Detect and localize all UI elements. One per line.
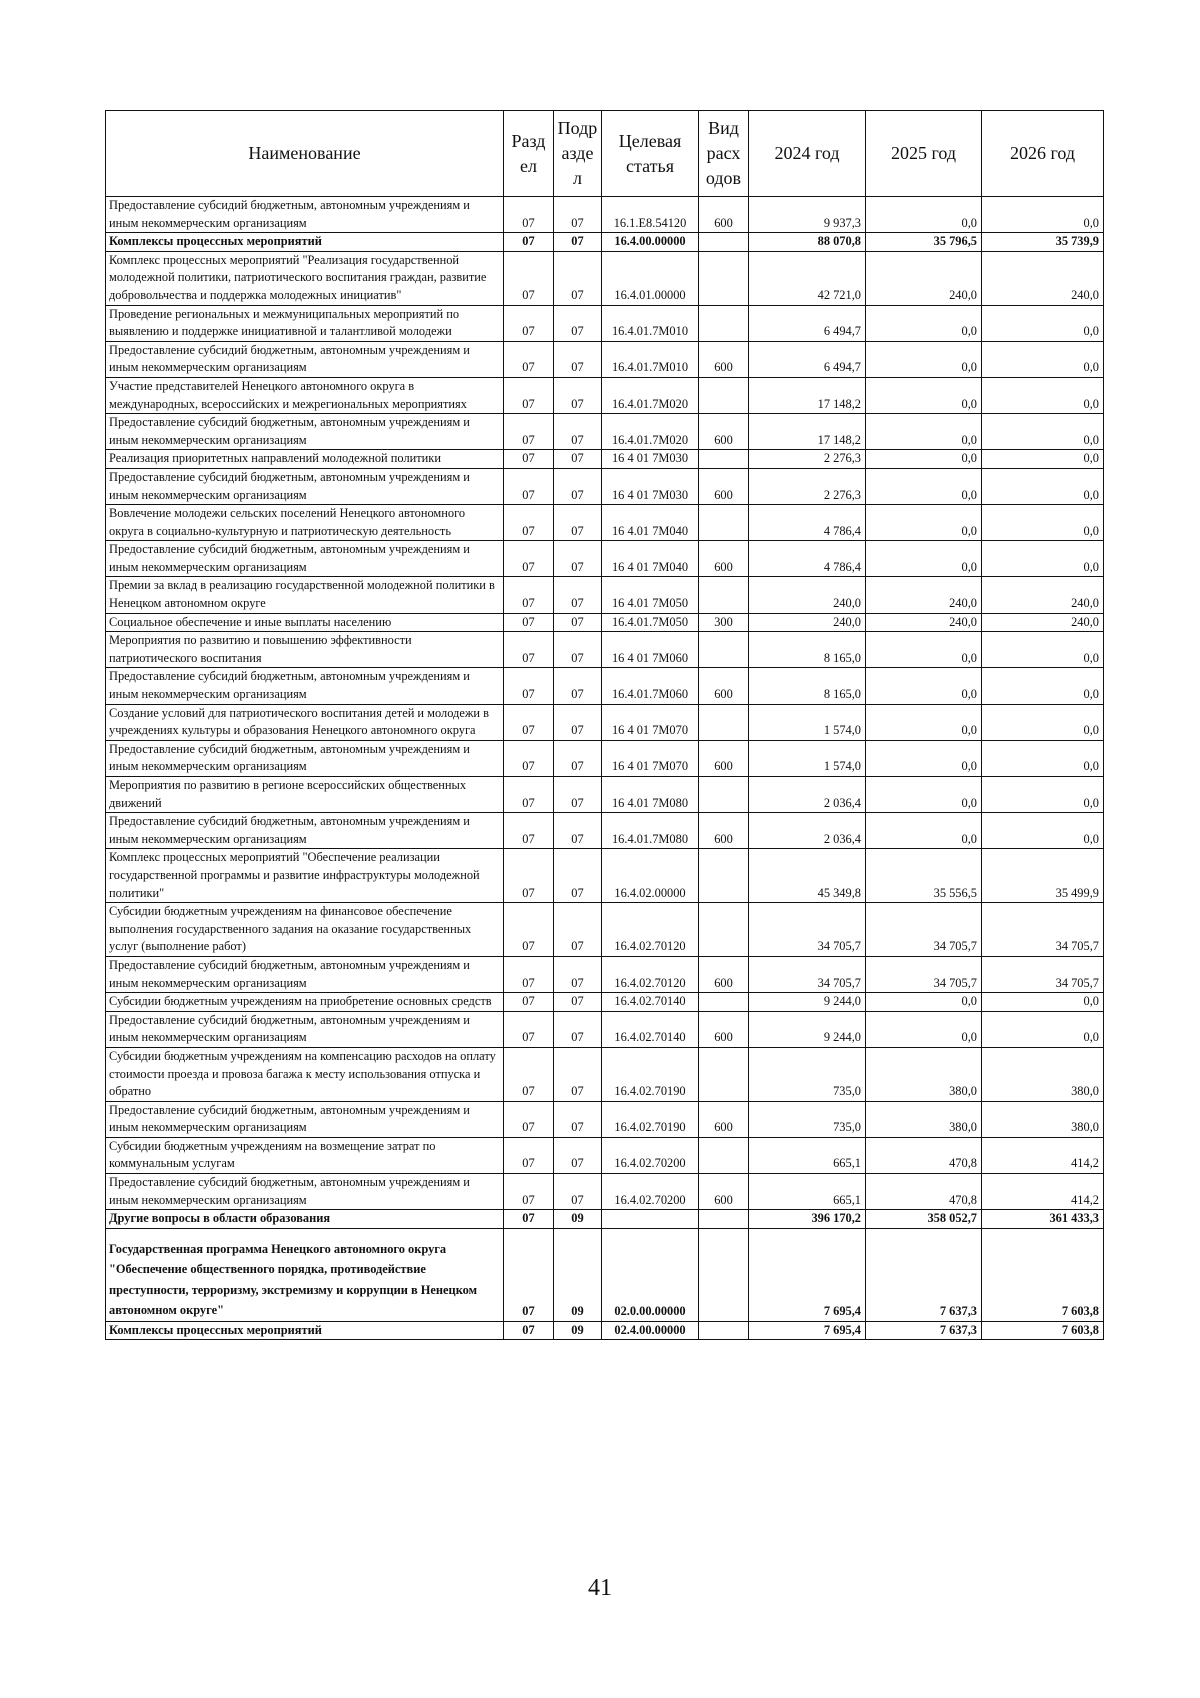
cell-name: Субсидии бюджетным учреждениям на приобретение основных средств xyxy=(106,993,504,1012)
cell-name: Предоставление субсидий бюджетным, автономным учреждениям и иным некоммерческим организациям xyxy=(106,668,504,704)
table-row xyxy=(106,740,1104,776)
cell-vid xyxy=(699,251,749,305)
cell-article: 16.4.01.7М020 xyxy=(602,377,699,413)
cell-name: Субсидии бюджетным учреждениям на финансовое обеспечение выполнения государственного задания на оказание государственных услуг (выполнение работ) xyxy=(106,903,504,957)
cell-2025: 0,0 xyxy=(866,414,982,450)
cell-article: 16.4.02.70120 xyxy=(602,903,699,957)
cell-razdel: 07 xyxy=(504,903,554,957)
cell-2024: 8 165,0 xyxy=(749,632,866,668)
table-row xyxy=(106,1101,1104,1137)
table-body xyxy=(106,197,1104,1340)
cell-razdel: 07 xyxy=(504,468,554,504)
cell-podrazdel: 07 xyxy=(554,1101,602,1137)
cell-2026: 361 433,3 xyxy=(982,1210,1104,1229)
page-number: 41 xyxy=(588,1575,612,1601)
cell-2024: 735,0 xyxy=(749,1047,866,1101)
cell-razdel: 07 xyxy=(504,341,554,377)
cell-article: 16.4.01.00000 xyxy=(602,251,699,305)
cell-2026: 35 499,9 xyxy=(982,849,1104,903)
cell-name: Предоставление субсидий бюджетным, автономным учреждениям и иным некоммерческим организациям xyxy=(106,956,504,992)
table-row xyxy=(106,377,1104,413)
cell-2026: 0,0 xyxy=(982,668,1104,704)
budget-table xyxy=(105,110,1104,1340)
cell-2026: 34 705,7 xyxy=(982,956,1104,992)
cell-vid: 600 xyxy=(699,1011,749,1047)
header-vid: Вид расх одов xyxy=(699,111,749,197)
cell-vid xyxy=(699,1137,749,1173)
cell-vid: 600 xyxy=(699,414,749,450)
cell-vid: 600 xyxy=(699,197,749,233)
table-row xyxy=(106,1321,1104,1340)
cell-article xyxy=(602,1210,699,1229)
cell-2024: 2 036,4 xyxy=(749,813,866,849)
cell-podrazdel: 07 xyxy=(554,468,602,504)
cell-2025: 0,0 xyxy=(866,505,982,541)
table-row xyxy=(106,613,1104,632)
cell-article: 16.4.01.7М050 xyxy=(602,613,699,632)
cell-2026: 0,0 xyxy=(982,632,1104,668)
cell-podrazdel: 07 xyxy=(554,993,602,1012)
cell-2024: 665,1 xyxy=(749,1137,866,1173)
cell-article: 16.4.02.70140 xyxy=(602,1011,699,1047)
cell-vid xyxy=(699,577,749,613)
cell-podrazdel: 07 xyxy=(554,668,602,704)
cell-2024: 735,0 xyxy=(749,1101,866,1137)
cell-2024: 4 786,4 xyxy=(749,505,866,541)
cell-podrazdel: 09 xyxy=(554,1228,602,1321)
cell-2025: 0,0 xyxy=(866,197,982,233)
cell-2024: 45 349,8 xyxy=(749,849,866,903)
cell-2026: 0,0 xyxy=(982,414,1104,450)
cell-article: 16 4.01 7М040 xyxy=(602,505,699,541)
cell-vid xyxy=(699,505,749,541)
table-row xyxy=(106,813,1104,849)
cell-razdel: 07 xyxy=(504,197,554,233)
cell-2025: 380,0 xyxy=(866,1047,982,1101)
cell-razdel: 07 xyxy=(504,849,554,903)
cell-podrazdel: 07 xyxy=(554,740,602,776)
cell-article: 16 4 01 7М060 xyxy=(602,632,699,668)
cell-razdel: 07 xyxy=(504,251,554,305)
cell-article: 16.1.E8.54120 xyxy=(602,197,699,233)
table-row xyxy=(106,1137,1104,1173)
cell-vid: 600 xyxy=(699,813,749,849)
cell-article: 16.4.02.70120 xyxy=(602,956,699,992)
cell-podrazdel: 07 xyxy=(554,577,602,613)
cell-article: 16 4 01 7М070 xyxy=(602,704,699,740)
cell-2024: 240,0 xyxy=(749,577,866,613)
cell-article: 16.4.00.00000 xyxy=(602,233,699,252)
cell-2026: 0,0 xyxy=(982,813,1104,849)
cell-vid xyxy=(699,993,749,1012)
cell-2026: 0,0 xyxy=(982,1011,1104,1047)
cell-vid: 600 xyxy=(699,541,749,577)
cell-podrazdel: 07 xyxy=(554,305,602,341)
cell-2026: 0,0 xyxy=(982,197,1104,233)
table-row xyxy=(106,777,1104,813)
cell-2024: 240,0 xyxy=(749,613,866,632)
cell-vid: 600 xyxy=(699,341,749,377)
cell-razdel: 07 xyxy=(504,305,554,341)
cell-name: Комплексы процессных мероприятий xyxy=(106,233,504,252)
cell-article: 16 4.01 7М050 xyxy=(602,577,699,613)
cell-2026: 414,2 xyxy=(982,1174,1104,1210)
cell-2025: 7 637,3 xyxy=(866,1321,982,1340)
cell-article: 16 4 01 7М030 xyxy=(602,450,699,469)
cell-name: Премии за вклад в реализацию государственной молодежной политики в Ненецком автономном округе xyxy=(106,577,504,613)
cell-2025: 358 052,7 xyxy=(866,1210,982,1229)
cell-article: 16.4.02.00000 xyxy=(602,849,699,903)
cell-podrazdel: 07 xyxy=(554,632,602,668)
cell-razdel: 07 xyxy=(504,1137,554,1173)
cell-2025: 0,0 xyxy=(866,541,982,577)
cell-name: Предоставление субсидий бюджетным, автономным учреждениям и иным некоммерческим организациям xyxy=(106,197,504,233)
cell-name: Мероприятия по развитию и повышению эффективности патриотического воспитания xyxy=(106,632,504,668)
cell-2025: 0,0 xyxy=(866,632,982,668)
cell-razdel: 07 xyxy=(504,577,554,613)
cell-podrazdel: 07 xyxy=(554,1011,602,1047)
table-header xyxy=(106,111,1104,197)
cell-2026: 0,0 xyxy=(982,377,1104,413)
cell-2024: 6 494,7 xyxy=(749,305,866,341)
cell-podrazdel: 07 xyxy=(554,1047,602,1101)
cell-article: 16.4.01.7М060 xyxy=(602,668,699,704)
cell-name: Участие представителей Ненецкого автономного округа в международных, всероссийских и межрегиональных мероприятиях xyxy=(106,377,504,413)
cell-podrazdel: 07 xyxy=(554,1137,602,1173)
cell-2024: 34 705,7 xyxy=(749,903,866,957)
cell-article: 16.4.02.70140 xyxy=(602,993,699,1012)
cell-vid: 300 xyxy=(699,613,749,632)
cell-article: 16.4.02.70190 xyxy=(602,1047,699,1101)
cell-article: 16 4 01 7М030 xyxy=(602,468,699,504)
table-row xyxy=(106,668,1104,704)
cell-2024: 7 695,4 xyxy=(749,1321,866,1340)
cell-name: Комплекс процессных мероприятий "Обеспечение реализации государственной программы и развитие инфраструктуры молодежной политики" xyxy=(106,849,504,903)
table-row xyxy=(106,197,1104,233)
cell-name: Предоставление субсидий бюджетным, автономным учреждениям и иным некоммерческим организациям xyxy=(106,1011,504,1047)
table-row xyxy=(106,341,1104,377)
header-2024: 2024 год xyxy=(749,111,866,197)
cell-2024: 17 148,2 xyxy=(749,377,866,413)
cell-razdel: 07 xyxy=(504,377,554,413)
header-row xyxy=(106,111,1104,197)
cell-razdel: 07 xyxy=(504,1174,554,1210)
cell-2024: 2 276,3 xyxy=(749,468,866,504)
cell-vid xyxy=(699,704,749,740)
cell-name: Предоставление субсидий бюджетным, автономным учреждениям и иным некоммерческим организациям xyxy=(106,468,504,504)
budget-table-sheet xyxy=(105,110,1103,1340)
header-podrazdel: Подр азде л xyxy=(554,111,602,197)
cell-vid: 600 xyxy=(699,668,749,704)
cell-razdel: 07 xyxy=(504,414,554,450)
table-row xyxy=(106,903,1104,957)
cell-name: Реализация приоритетных направлений молодежной политики xyxy=(106,450,504,469)
table-row xyxy=(106,1011,1104,1047)
cell-article: 16 4 01 7М040 xyxy=(602,541,699,577)
cell-2025: 380,0 xyxy=(866,1101,982,1137)
cell-2024: 1 574,0 xyxy=(749,740,866,776)
cell-2026: 380,0 xyxy=(982,1047,1104,1101)
cell-2026: 7 603,8 xyxy=(982,1228,1104,1321)
cell-2025: 0,0 xyxy=(866,777,982,813)
cell-2024: 1 574,0 xyxy=(749,704,866,740)
cell-2024: 9 937,3 xyxy=(749,197,866,233)
cell-razdel: 07 xyxy=(504,1011,554,1047)
cell-2026: 240,0 xyxy=(982,251,1104,305)
cell-2026: 0,0 xyxy=(982,704,1104,740)
cell-razdel: 07 xyxy=(504,541,554,577)
table-row xyxy=(106,541,1104,577)
cell-2026: 0,0 xyxy=(982,777,1104,813)
cell-podrazdel: 07 xyxy=(554,233,602,252)
cell-name: Предоставление субсидий бюджетным, автономным учреждениям и иным некоммерческим организациям xyxy=(106,414,504,450)
cell-2026: 0,0 xyxy=(982,993,1104,1012)
cell-vid xyxy=(699,903,749,957)
cell-name: Предоставление субсидий бюджетным, автономным учреждениям и иным некоммерческим организациям xyxy=(106,813,504,849)
cell-podrazdel: 07 xyxy=(554,341,602,377)
cell-2024: 34 705,7 xyxy=(749,956,866,992)
cell-2024: 665,1 xyxy=(749,1174,866,1210)
header-name: Наименование xyxy=(106,111,504,197)
cell-razdel: 07 xyxy=(504,777,554,813)
cell-2024: 8 165,0 xyxy=(749,668,866,704)
cell-vid: 600 xyxy=(699,740,749,776)
cell-podrazdel: 07 xyxy=(554,197,602,233)
cell-name: Вовлечение молодежи сельских поселений Ненецкого автономного округа в социально-культурную и патриотическую деятельность xyxy=(106,505,504,541)
cell-razdel: 07 xyxy=(504,956,554,992)
cell-name: Другие вопросы в области образования xyxy=(106,1210,504,1229)
cell-name: Мероприятия по развитию в регионе всероссийских общественных движений xyxy=(106,777,504,813)
cell-2025: 0,0 xyxy=(866,668,982,704)
cell-2026: 240,0 xyxy=(982,613,1104,632)
cell-2025: 0,0 xyxy=(866,704,982,740)
cell-vid xyxy=(699,233,749,252)
cell-razdel: 07 xyxy=(504,668,554,704)
cell-name: Предоставление субсидий бюджетным, автономным учреждениям и иным некоммерческим организациям xyxy=(106,1174,504,1210)
cell-2025: 470,8 xyxy=(866,1174,982,1210)
cell-razdel: 07 xyxy=(504,704,554,740)
cell-vid xyxy=(699,777,749,813)
cell-2026: 7 603,8 xyxy=(982,1321,1104,1340)
cell-2026: 380,0 xyxy=(982,1101,1104,1137)
cell-2024: 17 148,2 xyxy=(749,414,866,450)
cell-vid: 600 xyxy=(699,1101,749,1137)
cell-vid xyxy=(699,450,749,469)
table-row xyxy=(106,305,1104,341)
cell-vid xyxy=(699,849,749,903)
header-2026: 2026 год xyxy=(982,111,1104,197)
cell-podrazdel: 07 xyxy=(554,813,602,849)
table-row xyxy=(106,956,1104,992)
table-row xyxy=(106,704,1104,740)
cell-razdel: 07 xyxy=(504,233,554,252)
table-row xyxy=(106,993,1104,1012)
cell-podrazdel: 07 xyxy=(554,251,602,305)
cell-name: Социальное обеспечение и иные выплаты населению xyxy=(106,613,504,632)
cell-2026: 0,0 xyxy=(982,740,1104,776)
cell-2024: 9 244,0 xyxy=(749,993,866,1012)
header-razdel: Разд ел xyxy=(504,111,554,197)
cell-2024: 2 276,3 xyxy=(749,450,866,469)
cell-razdel: 07 xyxy=(504,632,554,668)
cell-podrazdel: 07 xyxy=(554,903,602,957)
cell-article: 02.4.00.00000 xyxy=(602,1321,699,1340)
table-row xyxy=(106,251,1104,305)
cell-article: 16.4.01.7М010 xyxy=(602,305,699,341)
cell-2026: 0,0 xyxy=(982,505,1104,541)
cell-2024: 42 721,0 xyxy=(749,251,866,305)
cell-2025: 0,0 xyxy=(866,468,982,504)
cell-2026: 0,0 xyxy=(982,468,1104,504)
table-row xyxy=(106,468,1104,504)
cell-podrazdel: 09 xyxy=(554,1210,602,1229)
cell-vid xyxy=(699,1228,749,1321)
table-row xyxy=(106,1174,1104,1210)
cell-2026: 0,0 xyxy=(982,305,1104,341)
cell-2026: 414,2 xyxy=(982,1137,1104,1173)
cell-podrazdel: 07 xyxy=(554,541,602,577)
cell-2025: 0,0 xyxy=(866,993,982,1012)
table-row xyxy=(106,577,1104,613)
cell-article: 16 4 01 7М070 xyxy=(602,740,699,776)
cell-vid: 600 xyxy=(699,956,749,992)
cell-name: Предоставление субсидий бюджетным, автономным учреждениям и иным некоммерческим организациям xyxy=(106,740,504,776)
table-row xyxy=(106,505,1104,541)
cell-2025: 240,0 xyxy=(866,251,982,305)
table-row xyxy=(106,233,1104,252)
table-row xyxy=(106,1047,1104,1101)
cell-2026: 0,0 xyxy=(982,341,1104,377)
cell-podrazdel: 07 xyxy=(554,704,602,740)
cell-2025: 0,0 xyxy=(866,377,982,413)
cell-name: Субсидии бюджетным учреждениям на компенсацию расходов на оплату стоимости проезда и провоза багажа к месту использования отпуска и обратно xyxy=(106,1047,504,1101)
cell-2025: 0,0 xyxy=(866,341,982,377)
cell-name: Комплексы процессных мероприятий xyxy=(106,1321,504,1340)
cell-2025: 0,0 xyxy=(866,450,982,469)
cell-2025: 35 796,5 xyxy=(866,233,982,252)
cell-razdel: 07 xyxy=(504,993,554,1012)
cell-razdel: 07 xyxy=(504,450,554,469)
cell-podrazdel: 07 xyxy=(554,377,602,413)
cell-2025: 0,0 xyxy=(866,813,982,849)
cell-2026: 0,0 xyxy=(982,541,1104,577)
cell-podrazdel: 07 xyxy=(554,414,602,450)
cell-2025: 0,0 xyxy=(866,1011,982,1047)
cell-article: 16.4.02.70190 xyxy=(602,1101,699,1137)
cell-podrazdel: 07 xyxy=(554,849,602,903)
cell-2025: 0,0 xyxy=(866,305,982,341)
cell-podrazdel: 07 xyxy=(554,1174,602,1210)
cell-article: 02.0.00.00000 xyxy=(602,1228,699,1321)
cell-name: Предоставление субсидий бюджетным, автономным учреждениям и иным некоммерческим организациям xyxy=(106,341,504,377)
cell-name: Предоставление субсидий бюджетным, автономным учреждениям и иным некоммерческим организациям xyxy=(106,1101,504,1137)
cell-vid xyxy=(699,1210,749,1229)
cell-vid xyxy=(699,1321,749,1340)
cell-vid xyxy=(699,632,749,668)
table-row xyxy=(106,1228,1104,1321)
cell-razdel: 07 xyxy=(504,505,554,541)
cell-razdel: 07 xyxy=(504,1047,554,1101)
cell-podrazdel: 07 xyxy=(554,777,602,813)
cell-article: 16 4.01 7М080 xyxy=(602,777,699,813)
cell-razdel: 07 xyxy=(504,1210,554,1229)
cell-razdel: 07 xyxy=(504,613,554,632)
cell-podrazdel: 07 xyxy=(554,505,602,541)
cell-article: 16.4.01.7М020 xyxy=(602,414,699,450)
header-article: Целевая статья xyxy=(602,111,699,197)
cell-2026: 35 739,9 xyxy=(982,233,1104,252)
cell-2024: 2 036,4 xyxy=(749,777,866,813)
cell-vid xyxy=(699,377,749,413)
cell-razdel: 07 xyxy=(504,813,554,849)
header-2025: 2025 год xyxy=(866,111,982,197)
cell-2025: 7 637,3 xyxy=(866,1228,982,1321)
table-row xyxy=(106,450,1104,469)
cell-razdel: 07 xyxy=(504,1321,554,1340)
cell-2024: 4 786,4 xyxy=(749,541,866,577)
cell-2026: 34 705,7 xyxy=(982,903,1104,957)
cell-vid: 600 xyxy=(699,1174,749,1210)
cell-podrazdel: 07 xyxy=(554,613,602,632)
table-row xyxy=(106,1210,1104,1229)
cell-2026: 240,0 xyxy=(982,577,1104,613)
cell-podrazdel: 07 xyxy=(554,450,602,469)
cell-vid xyxy=(699,305,749,341)
cell-name: Субсидии бюджетным учреждениям на возмещение затрат по коммунальным услугам xyxy=(106,1137,504,1173)
cell-article: 16.4.01.7М080 xyxy=(602,813,699,849)
table-row xyxy=(106,849,1104,903)
cell-razdel: 07 xyxy=(504,1101,554,1137)
cell-name: Комплекс процессных мероприятий "Реализация государственной молодежной политики, патриотического воспитания граждан, развитие добровольчества и поддержка молодежных инициатив" xyxy=(106,251,504,305)
cell-article: 16.4.01.7М010 xyxy=(602,341,699,377)
cell-vid xyxy=(699,1047,749,1101)
cell-name: Создание условий для патриотического воспитания детей и молодежи в учреждениях культуры и образования Ненецкого автономного округа xyxy=(106,704,504,740)
cell-podrazdel: 09 xyxy=(554,1321,602,1340)
cell-2025: 34 705,7 xyxy=(866,956,982,992)
cell-podrazdel: 07 xyxy=(554,956,602,992)
cell-vid: 600 xyxy=(699,468,749,504)
cell-2025: 0,0 xyxy=(866,740,982,776)
cell-2025: 240,0 xyxy=(866,613,982,632)
cell-2024: 6 494,7 xyxy=(749,341,866,377)
cell-2024: 7 695,4 xyxy=(749,1228,866,1321)
cell-2025: 470,8 xyxy=(866,1137,982,1173)
cell-razdel: 07 xyxy=(504,740,554,776)
cell-name: Проведение региональных и межмуниципальных мероприятий по выявлению и поддержке инициативной и талантливой молодежи xyxy=(106,305,504,341)
table-row xyxy=(106,632,1104,668)
cell-2024: 88 070,8 xyxy=(749,233,866,252)
cell-name: Предоставление субсидий бюджетным, автономным учреждениям и иным некоммерческим организациям xyxy=(106,541,504,577)
cell-name: Государственная программа Ненецкого автономного округа "Обеспечение общественного порядка, противодействие преступности, терроризму, экстремизму и коррупции в Ненецком автономном округе" xyxy=(106,1228,504,1321)
table-row xyxy=(106,414,1104,450)
cell-article: 16.4.02.70200 xyxy=(602,1137,699,1173)
cell-2025: 35 556,5 xyxy=(866,849,982,903)
cell-2025: 34 705,7 xyxy=(866,903,982,957)
cell-2024: 396 170,2 xyxy=(749,1210,866,1229)
cell-article: 16.4.02.70200 xyxy=(602,1174,699,1210)
cell-2025: 240,0 xyxy=(866,577,982,613)
cell-2026: 0,0 xyxy=(982,450,1104,469)
cell-2024: 9 244,0 xyxy=(749,1011,866,1047)
cell-razdel: 07 xyxy=(504,1228,554,1321)
